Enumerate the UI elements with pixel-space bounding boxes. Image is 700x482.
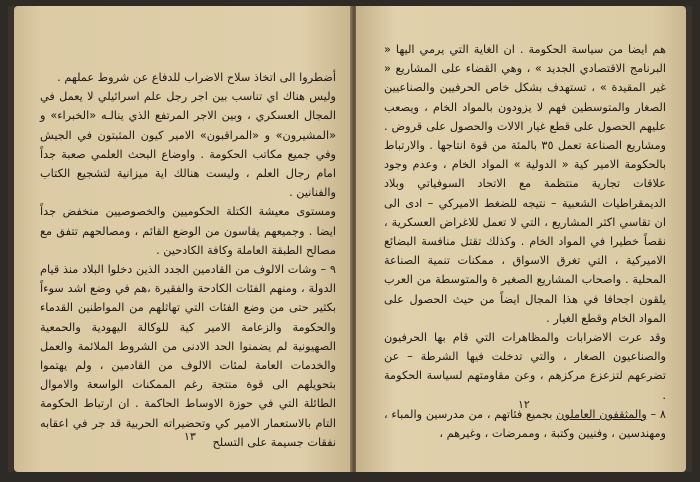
left-paragraph-3: ومستوى معيشة الكتلة الحكوميين والخصوصيين منخفض جداً ايضا . وجميعهم يقاسون من الوضع القائم ، ومصالحهم تتفق مع مصالح الطبقة العاملة وكافة الكادحين . xyxy=(40,205,336,257)
right-paragraph-1: هم ايضا من سياسة الحكومة . ان الغاية التي يرمي اليها « البرنامج الاقتصادي الجديد » ، وهي القضاء على المشاريع « غير المقيدة » ، تستهدف بشكل خاص الحرفيين والصناعيين الصغار والمتوسطين فهم لا يزودون بالمواد الخام ، ويصعب عليهم الحصول على قطع غيار الالات والحصول على قروض . ومشاريع الصناعة تعمل ٣٥ بالمئة من قوة انتاجها . والارتباط بالحكومة الامير كية « الدولية » المواد الخام ، وعدم وجود علاقات تجارية منتظمة مع الاتحاد السوفياتي وبلاد الديمقراطيات الشعبية – نتيجه للضغط الاميركي – ادى الى ان تقاسي اكثر المشاريع ، التي لا تعمل للاغراض العسكرية ، نقصاً خطيرا في المواد الخام . وكذلك تقتل منافسة البضائع الاميركية ، التي تغرق الاسواق ، ممكنات تنمية الصناعة المحلية . واصحاب المشاريع الصغير ة والمتوسطة من العرب يلقون اجحافا في هذا المجال ايضاً من حيث الحصول على المواد الخام وقطع الغيار . xyxy=(384,43,667,325)
right-page-number: ١٢ xyxy=(518,398,530,411)
left-page-text xyxy=(40,68,336,452)
left-paragraph-2: وليس هناك اي تناسب بين اجر رجل علم اسرائيلي لا يعمل في المجال العسكري ، وبين الاجر المرتفع الذي ينالـه «الخبراء» و «المشيرون» و «المراقبون» الامير كيون المثبتون في الجيش وفي جميع مكاتب الحكومة . واوضاع البحث العلمي صعبة جداً امام رجال العلم ، وليست هنالك اية ميزانية لتشجيع الكتاب والفنانين . xyxy=(40,90,336,200)
right-paragraph-2: وقد عرت الاضرابات والمظاهرات التي قام بها الحرفيون والصناعيون الصغار ، والتي تدخلت فيها الشرطة – عن تضرعهم لتزعزع مركزهم ، وعن مقاومتهم لسياسة الحكومة . xyxy=(384,331,666,402)
left-page-number: ١٣ xyxy=(184,430,196,443)
para-8-underlined-heading: والمثقفون العاملون xyxy=(556,407,647,421)
para-8-prefix: ٨ – xyxy=(646,407,666,421)
para-8-rest: بجميع فئاتهم ، من مدرسين والمباء ، ومهندسين ، وفنيين وكتبة ، وممرضات ، وغيرهم ، xyxy=(384,407,666,441)
open-book-spread xyxy=(8,6,692,472)
left-paragraph-1: أضطروا الى اتخاذ سلاح الاضراب للدفاع عن شروط عملهم . xyxy=(57,71,336,84)
right-page-text xyxy=(384,40,666,443)
left-page xyxy=(14,6,352,472)
right-page xyxy=(356,6,686,472)
left-paragraph-4: ٩ – وشات الالوف من القادمين الجدد الذين دخلوا البلاد منذ قيام الدولة ، ومنهم الفئات الكادحة والفقيرة ،هم في وضع اشد سوءاً بكثير حتى من وضع الفئات التي تهاثلهم من المواطنين القدماء والحكومة والزعامة الامير كية للوكالة اليهودية والحمعية الصهيونية لم يضمنوا الحد الادنى من الشروط الملائمة والعمل والخدمات العامة لمئات الالوف من القادمين ، ولم يهتموا بتحويلهم الى قوة منتجة رغم الممكنات الواسعة والاموال الطائلة التي في حوزة الاوساط الحاكمة . ان ارتباط الحكومة التام بالاستعمار الامير كي وتحضيراته الحربية قد جر في اعقابه نفقات جسيمة على التسلح xyxy=(40,263,336,449)
